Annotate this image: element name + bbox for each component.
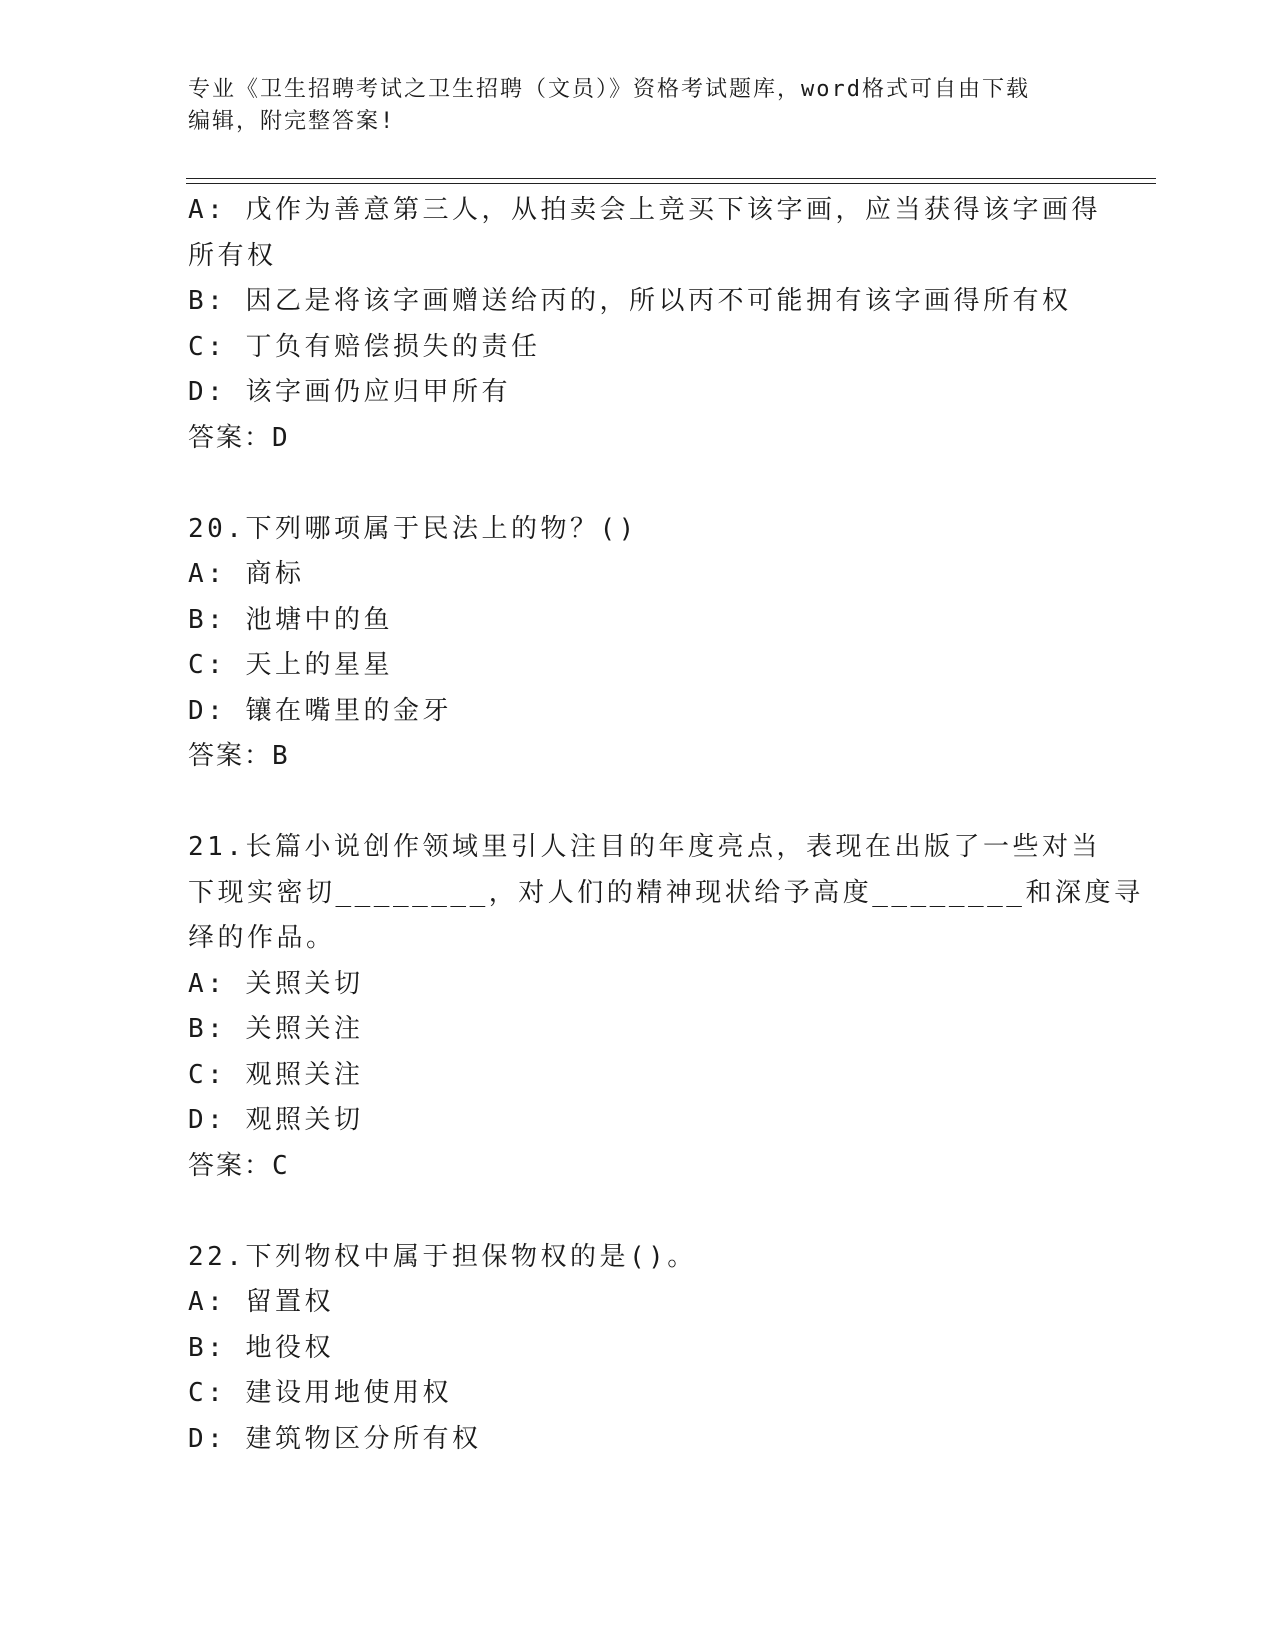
option-b: B: 因乙是将该字画赠送给丙的，所以丙不可能拥有该字画得所有权	[188, 286, 1072, 316]
header-divider-bottom	[186, 183, 1156, 184]
question-text-continued: 绎的作品。	[188, 923, 336, 953]
option-c: C: 观照关注	[188, 1059, 364, 1090]
option-c: C: 丁负有赔偿损失的责任	[188, 331, 541, 362]
question-text: 21.长篇小说创作领域里引人注目的年度亮点，表现在出版了一些对当	[188, 832, 1101, 862]
question-22-block	[188, 1235, 1088, 1463]
option-a: A: 留置权	[188, 1287, 334, 1317]
header-line-1: 专业《卫生招聘考试之卫生招聘（文员）》资格考试题库，word格式可自由下载	[188, 77, 1030, 102]
question-19-block	[188, 188, 1101, 461]
answer: 答案：B	[188, 741, 290, 771]
option-d: D: 建筑物区分所有权	[188, 1423, 482, 1454]
option-a: A: 关照关切	[188, 968, 364, 999]
document-header	[188, 74, 1088, 138]
question-text: 20.下列哪项属于民法上的物？()	[188, 513, 638, 544]
answer: 答案：C	[188, 1150, 290, 1181]
option-a: A: 商标	[188, 559, 305, 589]
spacer	[188, 780, 1088, 826]
answer: 答案：D	[188, 422, 290, 453]
option-c: C: 建设用地使用权	[188, 1378, 452, 1408]
header-line-2: 编辑，附完整答案!	[188, 109, 396, 134]
spacer	[188, 1189, 1088, 1235]
option-d: D: 镶在嘴里的金牙	[188, 695, 452, 726]
option-a-continued: 所有权	[188, 240, 277, 271]
option-d: D: 该字画仍应归甲所有	[188, 377, 511, 407]
option-b: B: 池塘中的鱼	[188, 604, 393, 635]
option-b: B: 地役权	[188, 1332, 334, 1363]
header-divider-top	[186, 178, 1156, 179]
question-20-block	[188, 507, 1088, 780]
spacer	[188, 461, 1088, 507]
question-list	[188, 188, 1144, 1462]
option-a: A: 戊作为善意第三人，从拍卖会上竞买下该字画，应当获得该字画得	[188, 195, 1101, 225]
question-text: 22.下列物权中属于担保物权的是()。	[188, 1241, 697, 1272]
option-b: B: 关照关注	[188, 1014, 364, 1044]
option-c: C: 天上的星星	[188, 650, 393, 680]
question-text-continued: 下现实密切________，对人们的精神现状给予高度________和深度寻	[188, 877, 1144, 908]
option-d: D: 观照关切	[188, 1105, 364, 1135]
question-21-block	[188, 825, 1144, 1189]
